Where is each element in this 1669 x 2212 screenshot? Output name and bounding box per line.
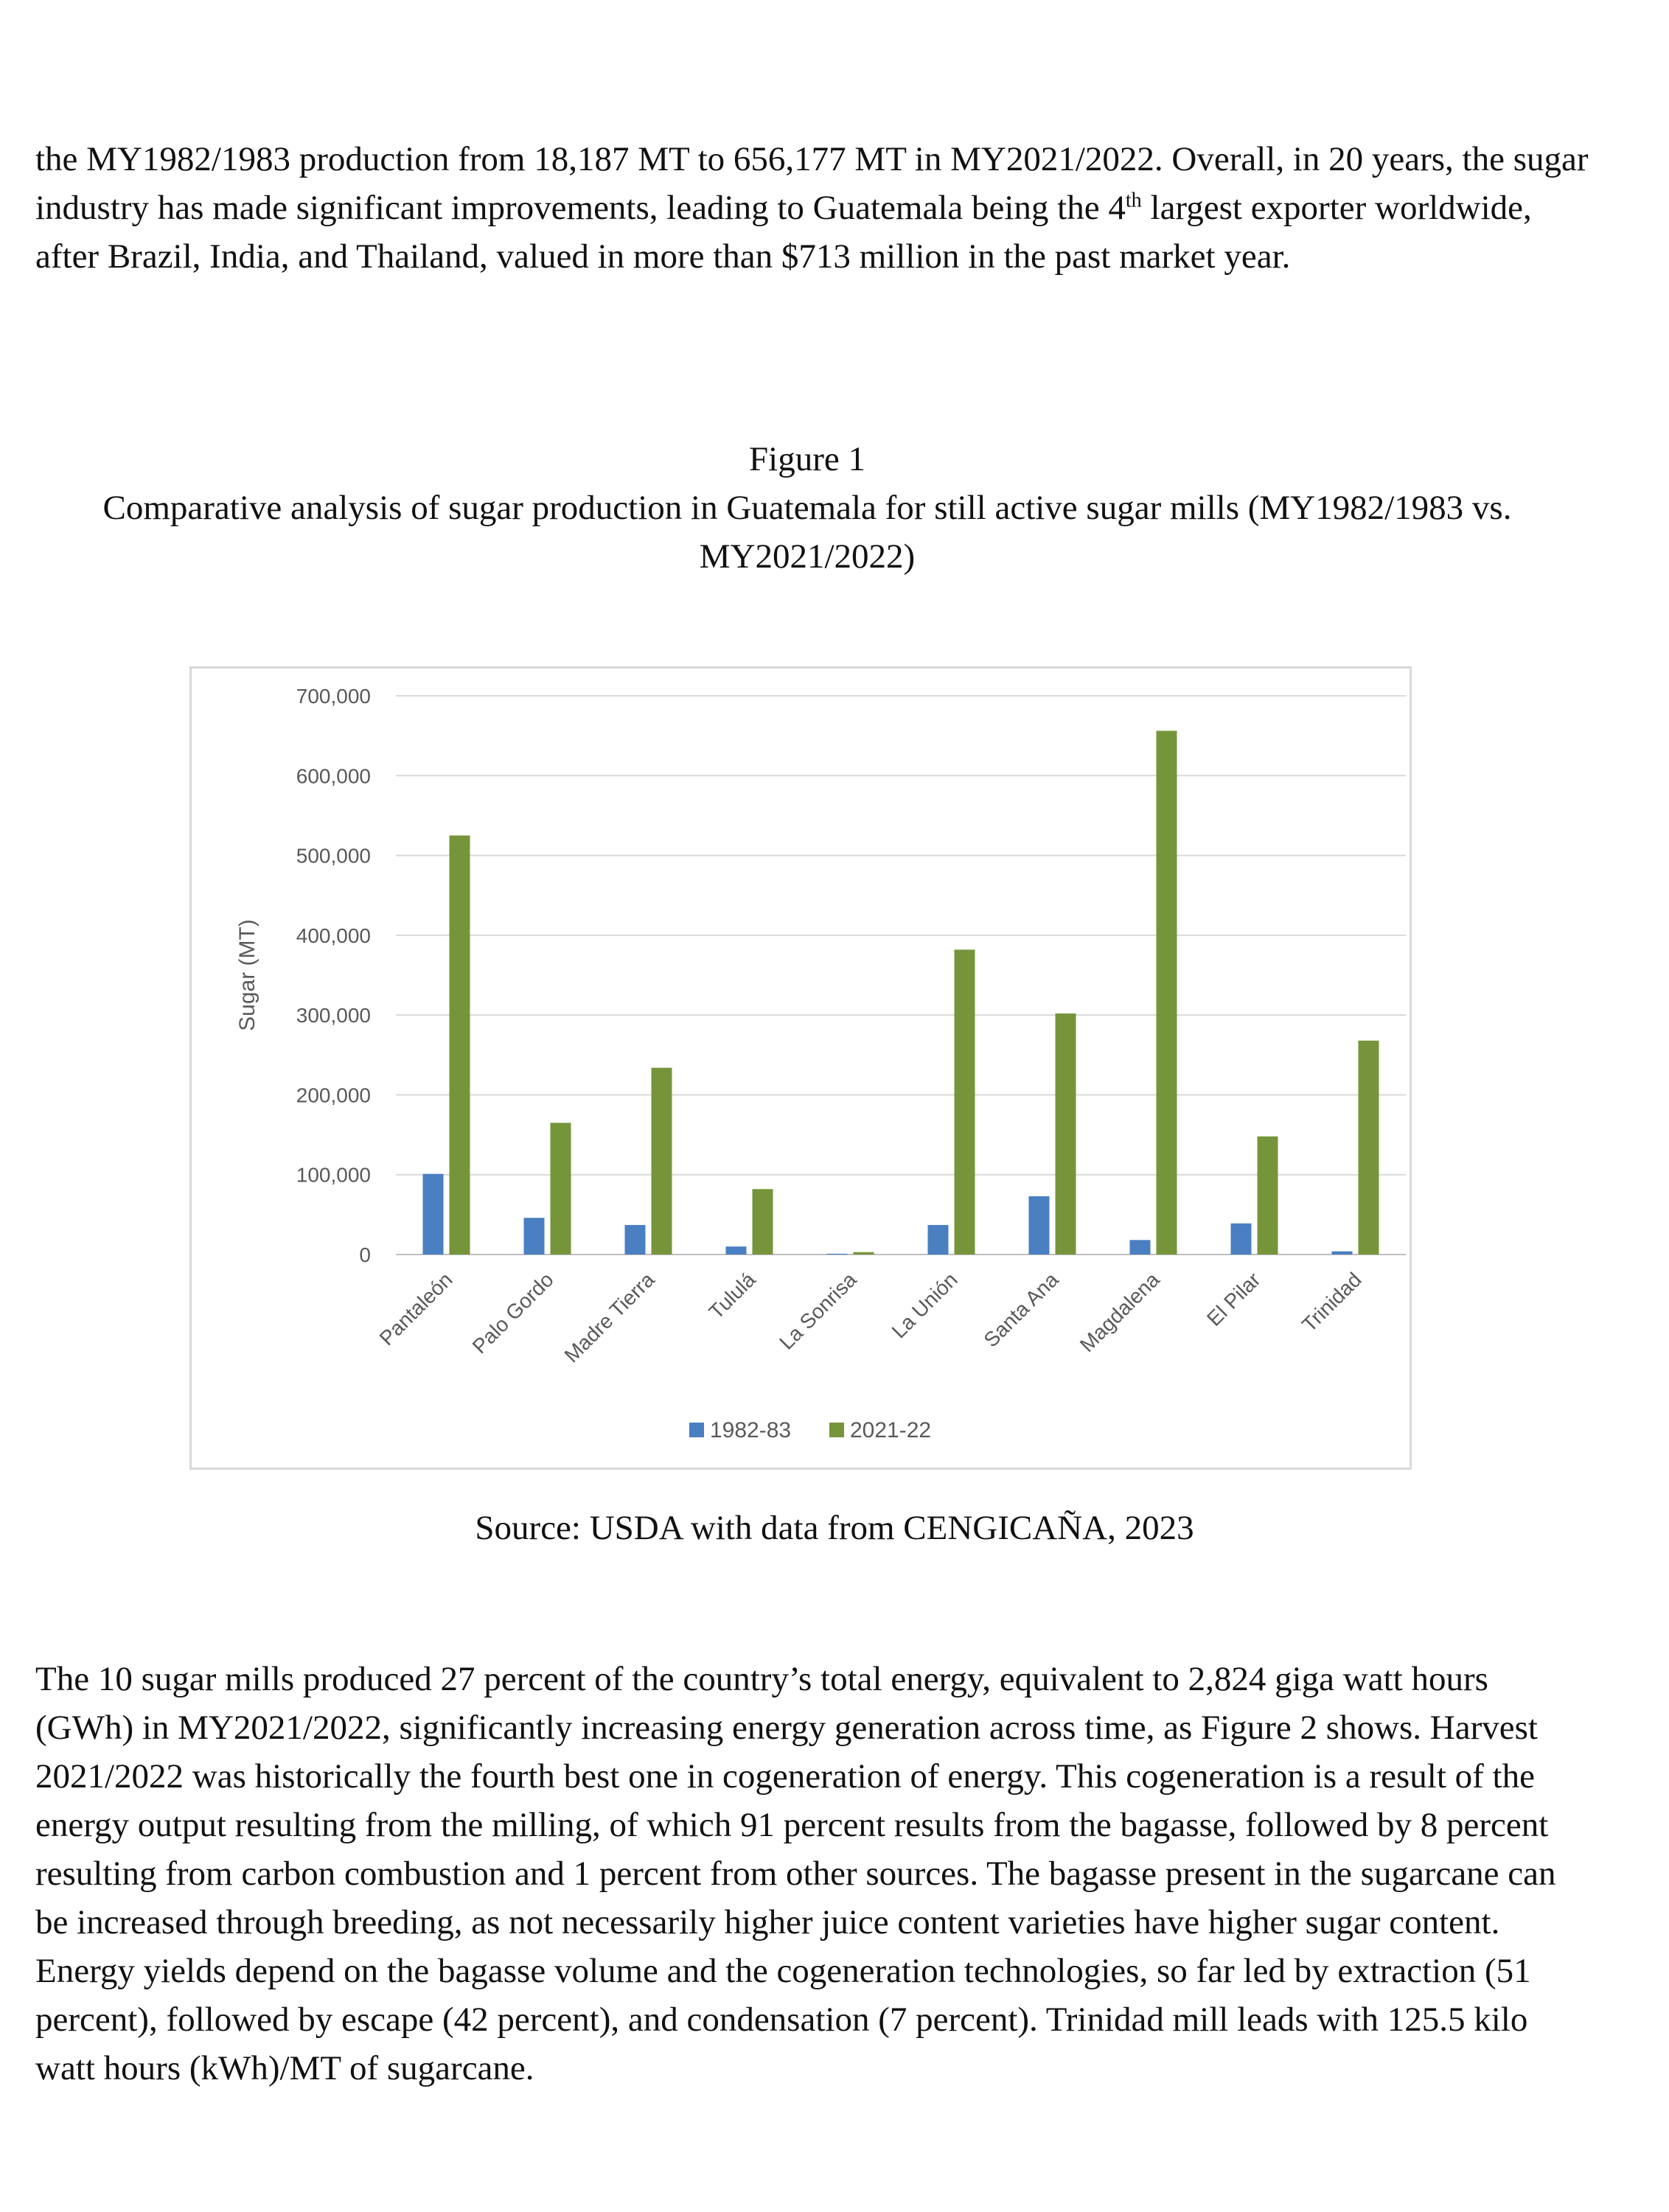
intro-text-part1: the MY1982/1983 production from 18,187 MT to 656,177 MT in MY2021/2022. Overall, in 20 years, the sugar industry has made significant improvements, leading to Guatemala being the 4	[35, 140, 1589, 227]
x-tick-label: Palo Gordo	[467, 1268, 558, 1358]
bar-1982-83	[423, 1174, 444, 1255]
bar-2021-22	[854, 1252, 874, 1255]
bar-2021-22	[1056, 1013, 1076, 1255]
x-tick-label: La Sonrisa	[775, 1268, 861, 1354]
legend-label: 2021-22	[850, 1418, 932, 1442]
figure-label: Figure 1	[749, 440, 865, 478]
x-tick-label: Tululá	[704, 1268, 760, 1324]
bar-chart	[189, 666, 1412, 1470]
y-tick-label: 700,000	[296, 685, 371, 708]
bar-2021-22	[753, 1189, 773, 1255]
bar-1982-83	[827, 1254, 848, 1255]
bar-2021-22	[1258, 1137, 1278, 1255]
legend-swatch	[829, 1423, 844, 1437]
y-tick-label: 100,000	[296, 1163, 371, 1187]
bar-2021-22	[955, 949, 975, 1255]
legend-label: 1982-83	[710, 1418, 792, 1442]
bar-1982-83	[1231, 1224, 1252, 1255]
x-tick-label: Magdalena	[1075, 1268, 1164, 1357]
y-tick-label: 400,000	[296, 924, 371, 947]
y-tick-label: 200,000	[296, 1084, 371, 1107]
bar-2021-22	[652, 1068, 672, 1255]
bar-1982-83	[1029, 1196, 1050, 1255]
x-tick-label: Santa Ana	[979, 1268, 1063, 1352]
x-tick-label: El Pilar	[1202, 1268, 1265, 1330]
figure-title: Comparative analysis of sugar production in Guatemala for still active sugar mills (MY1982/1983 vs. MY2021/2022)	[102, 489, 1512, 576]
x-tick-label: Madre Tierra	[560, 1268, 659, 1367]
bar-1982-83	[625, 1225, 646, 1255]
y-tick-label: 600,000	[296, 764, 371, 788]
y-tick-label: 300,000	[296, 1004, 371, 1028]
bar-1982-83	[726, 1246, 747, 1255]
ordinal-superscript: th	[1125, 189, 1142, 212]
figure-source: Source: USDA with data from CENGICAÑA, 2023	[475, 1509, 1194, 1547]
y-axis-label: Sugar (MT)	[235, 919, 259, 1031]
bar-2021-22	[450, 836, 470, 1255]
legend-swatch	[689, 1423, 704, 1437]
bar-1982-83	[928, 1225, 949, 1255]
bar-1982-83	[1332, 1252, 1353, 1255]
x-tick-label: La Unión	[887, 1268, 962, 1343]
bar-1982-83	[1130, 1240, 1151, 1255]
intro-text-part2: largest exporter worldwide, after Brazil, India, and Thailand, valued in more than $713 million in the past market year.	[35, 189, 1532, 276]
energy-paragraph: The 10 sugar mills produced 27 percent of the country’s total energy, equivalent to 2,824 giga watt hours (GWh) in MY2021/2022, significantly increasing energy generation across time, as Figure 2 shows. Harvest 2021/2022 was historically the fourth best one in cogeneration of energy. This cogeneration is a result of the energy output resulting from the milling, of which 91 percent results from the bagasse, followed by 8 percent resulting from carbon combustion and 1 percent from other sources. The bagasse present in the sugarcane can be increased through breeding, as not necessarily higher juice content varieties have higher sugar content. Energy yields depend on the bagasse volume and the cogeneration technologies, so far led by extraction (51 percent), followed by escape (42 percent), and condensation (7 percent). Trinidad mill leads with 125.5 kilo watt hours (kWh)/MT of sugarcane.	[35, 1660, 1556, 2087]
y-tick-label: 0	[359, 1243, 371, 1266]
bar-2021-22	[1359, 1041, 1379, 1255]
bar-2021-22	[1157, 730, 1177, 1255]
bar-1982-83	[524, 1218, 545, 1255]
intro-paragraph	[35, 135, 1591, 281]
y-tick-label: 500,000	[296, 844, 371, 868]
x-tick-label: Pantaleón	[374, 1268, 457, 1350]
x-tick-label: Trinidad	[1297, 1268, 1366, 1337]
bar-2021-22	[551, 1123, 571, 1255]
